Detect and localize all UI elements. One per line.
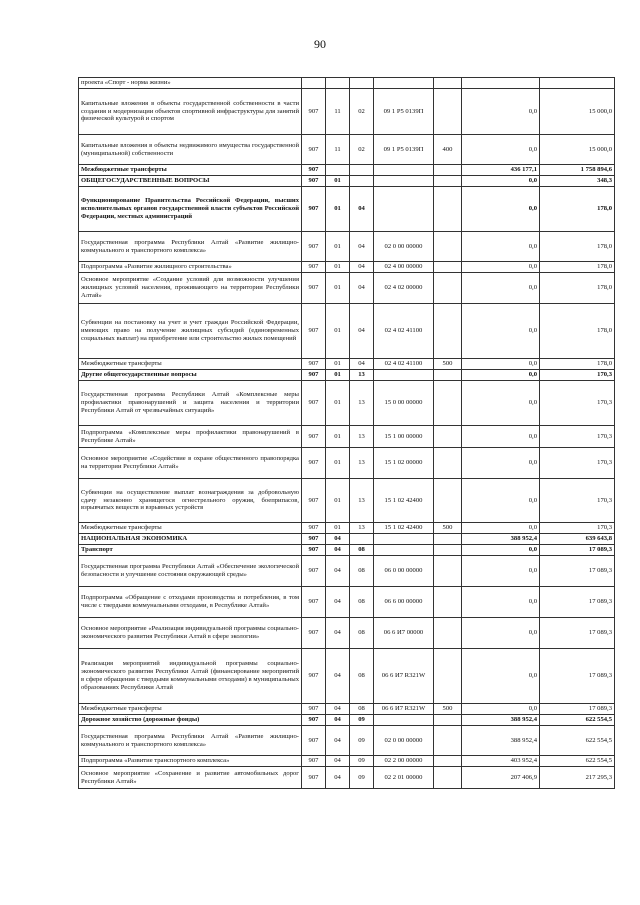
row-sum-1: 0,0 <box>462 381 540 426</box>
row-grbs: 907 <box>302 187 326 232</box>
row-section: 01 <box>326 187 350 232</box>
row-sum-1: 0,0 <box>462 523 540 534</box>
row-section: 04 <box>326 756 350 767</box>
row-section: 01 <box>326 426 350 448</box>
row-grbs: 907 <box>302 479 326 523</box>
row-grbs: 907 <box>302 381 326 426</box>
row-subsection: 13 <box>350 370 374 381</box>
row-sum-2: 178,0 <box>540 304 615 359</box>
row-subsection <box>350 78 374 89</box>
row-subsection: 04 <box>350 187 374 232</box>
row-sum-2: 622 554,5 <box>540 756 615 767</box>
row-section <box>326 165 350 176</box>
row-sum-1: 0,0 <box>462 135 540 165</box>
row-subsection: 08 <box>350 587 374 618</box>
row-section: 01 <box>326 359 350 370</box>
row-sum-2: 15 000,0 <box>540 89 615 135</box>
table-row <box>79 523 615 534</box>
row-grbs: 907 <box>302 426 326 448</box>
row-sum-1: 0,0 <box>462 232 540 262</box>
row-sum-1: 0,0 <box>462 273 540 304</box>
row-target-article: 15 1 00 00000 <box>374 426 434 448</box>
row-sum-1: 0,0 <box>462 304 540 359</box>
row-target-article: 15 1 02 00000 <box>374 448 434 479</box>
row-target-article: 02 4 00 00000 <box>374 262 434 273</box>
row-section: 04 <box>326 767 350 789</box>
row-target-article: 02 0 00 00000 <box>374 232 434 262</box>
row-sum-1: 0,0 <box>462 448 540 479</box>
row-grbs: 907 <box>302 587 326 618</box>
table-row <box>79 304 615 359</box>
table-row <box>79 135 615 165</box>
table-row <box>79 534 615 545</box>
row-sum-2: 217 295,3 <box>540 767 615 789</box>
row-expense-type <box>434 479 462 523</box>
row-subsection: 09 <box>350 767 374 789</box>
table-row <box>79 262 615 273</box>
row-grbs <box>302 78 326 89</box>
row-target-article <box>374 78 434 89</box>
row-sum-2: 639 643,8 <box>540 534 615 545</box>
row-section: 04 <box>326 534 350 545</box>
row-expense-type <box>434 618 462 649</box>
table-row <box>79 618 615 649</box>
row-name: Капитальные вложения в объекты недвижимого имущества государственной (муниципальной) собственности <box>79 135 302 165</box>
table-row <box>79 176 615 187</box>
row-expense-type <box>434 370 462 381</box>
row-section: 01 <box>326 232 350 262</box>
row-target-article <box>374 534 434 545</box>
row-subsection: 02 <box>350 89 374 135</box>
row-expense-type <box>434 756 462 767</box>
row-expense-type <box>434 165 462 176</box>
row-target-article: 02 0 00 00000 <box>374 726 434 756</box>
row-name: Государственная программа Республики Алтай «Развитие жилищно-коммунального и транспортного комплекса» <box>79 232 302 262</box>
row-sum-2: 178,0 <box>540 359 615 370</box>
row-sum-1: 0,0 <box>462 649 540 704</box>
row-target-article: 02 4 02 00000 <box>374 273 434 304</box>
row-target-article: 06 6 И7 R321W <box>374 704 434 715</box>
row-subsection <box>350 165 374 176</box>
row-expense-type: 500 <box>434 359 462 370</box>
row-expense-type <box>434 262 462 273</box>
row-name: Дорожное хозяйство (дорожные фонды) <box>79 715 302 726</box>
row-name: Подпрограмма «Комплексные меры профилактики правонарушений в Республике Алтай» <box>79 426 302 448</box>
row-grbs: 907 <box>302 359 326 370</box>
row-subsection: 13 <box>350 523 374 534</box>
row-name: Межбюджетные трансферты <box>79 165 302 176</box>
row-sum-2: 170,3 <box>540 426 615 448</box>
table-row <box>79 756 615 767</box>
row-expense-type <box>434 556 462 587</box>
row-sum-2: 170,3 <box>540 523 615 534</box>
row-section: 01 <box>326 523 350 534</box>
row-name: Другие общегосударственные вопросы <box>79 370 302 381</box>
row-name: Транспорт <box>79 545 302 556</box>
row-section: 04 <box>326 545 350 556</box>
row-section: 01 <box>326 304 350 359</box>
row-expense-type <box>434 534 462 545</box>
row-name: Основное мероприятие «Сохранение и развитие автомобильных дорог Республики Алтай» <box>79 767 302 789</box>
row-sum-2: 1 758 894,6 <box>540 165 615 176</box>
table-row <box>79 448 615 479</box>
row-sum-2: 348,3 <box>540 176 615 187</box>
row-grbs: 907 <box>302 556 326 587</box>
row-subsection: 04 <box>350 232 374 262</box>
row-expense-type <box>434 89 462 135</box>
row-grbs: 907 <box>302 176 326 187</box>
row-target-article <box>374 165 434 176</box>
row-expense-type <box>434 448 462 479</box>
row-grbs: 907 <box>302 726 326 756</box>
row-grbs: 907 <box>302 649 326 704</box>
row-target-article: 02 2 00 00000 <box>374 756 434 767</box>
row-section: 11 <box>326 89 350 135</box>
table-row <box>79 556 615 587</box>
row-subsection: 04 <box>350 273 374 304</box>
row-section: 04 <box>326 715 350 726</box>
row-sum-1: 403 952,4 <box>462 756 540 767</box>
row-subsection: 04 <box>350 304 374 359</box>
table-row <box>79 359 615 370</box>
table-row <box>79 426 615 448</box>
row-name: Подпрограмма «Обращение с отходами производства и потребления, в том числе с твердыми коммунальными отходами, в Республике Алтай» <box>79 587 302 618</box>
row-section: 04 <box>326 726 350 756</box>
row-name: Реализация мероприятий индивидуальной программы социально-экономического развития Республики Алтай (финансирование мероприятий в сфере обращения с твердыми коммунальными отходами) в муниципальных образованиях Республики Алтай <box>79 649 302 704</box>
row-grbs: 907 <box>302 534 326 545</box>
row-section: 04 <box>326 649 350 704</box>
row-section: 01 <box>326 262 350 273</box>
row-sum-1: 0,0 <box>462 618 540 649</box>
table-row <box>79 545 615 556</box>
row-section: 04 <box>326 556 350 587</box>
row-name: Основное мероприятие «Создание условий для возможности улучшения жилищных условий населения, проживающего на территории Республики Алтай» <box>79 273 302 304</box>
row-subsection: 09 <box>350 715 374 726</box>
row-grbs: 907 <box>302 756 326 767</box>
row-target-article <box>374 176 434 187</box>
row-sum-1: 388 952,4 <box>462 534 540 545</box>
row-section: 01 <box>326 176 350 187</box>
row-expense-type <box>434 726 462 756</box>
table-row <box>79 479 615 523</box>
row-grbs: 907 <box>302 273 326 304</box>
row-subsection: 04 <box>350 359 374 370</box>
row-target-article: 02 2 01 00000 <box>374 767 434 789</box>
row-sum-2: 178,0 <box>540 187 615 232</box>
row-sum-2: 170,3 <box>540 370 615 381</box>
row-expense-type: 500 <box>434 523 462 534</box>
row-expense-type <box>434 587 462 618</box>
row-subsection: 08 <box>350 545 374 556</box>
row-sum-2: 17 089,3 <box>540 618 615 649</box>
row-sum-2: 17 089,3 <box>540 545 615 556</box>
table-row <box>79 587 615 618</box>
row-name: Функционирование Правительства Российской Федерации, высших исполнительных органов государственной власти субъектов Российской Федерации, местных администраций <box>79 187 302 232</box>
row-sum-2 <box>540 78 615 89</box>
row-expense-type <box>434 381 462 426</box>
row-subsection: 13 <box>350 448 374 479</box>
row-grbs: 907 <box>302 767 326 789</box>
row-subsection: 08 <box>350 556 374 587</box>
row-sum-2: 170,3 <box>540 381 615 426</box>
row-subsection <box>350 176 374 187</box>
row-grbs: 907 <box>302 232 326 262</box>
row-section: 04 <box>326 587 350 618</box>
row-sum-2: 622 554,5 <box>540 715 615 726</box>
row-subsection: 13 <box>350 426 374 448</box>
row-expense-type <box>434 187 462 232</box>
row-expense-type <box>434 767 462 789</box>
row-subsection: 13 <box>350 381 374 426</box>
row-sum-1: 0,0 <box>462 176 540 187</box>
row-target-article: 09 1 P5 0139П <box>374 135 434 165</box>
row-target-article: 06 0 00 00000 <box>374 556 434 587</box>
table-row <box>79 704 615 715</box>
row-expense-type: 500 <box>434 704 462 715</box>
row-sum-2: 622 554,5 <box>540 726 615 756</box>
row-target-article: 15 1 02 42400 <box>374 479 434 523</box>
row-sum-2: 170,3 <box>540 479 615 523</box>
row-sum-1: 436 177,1 <box>462 165 540 176</box>
row-grbs: 907 <box>302 715 326 726</box>
row-sum-2: 178,0 <box>540 262 615 273</box>
row-sum-1: 0,0 <box>462 89 540 135</box>
row-expense-type: 400 <box>434 135 462 165</box>
row-expense-type <box>434 232 462 262</box>
row-sum-1: 207 406,9 <box>462 767 540 789</box>
table-row <box>79 232 615 262</box>
row-sum-1: 0,0 <box>462 587 540 618</box>
table-row <box>79 381 615 426</box>
row-name: Подпрограмма «Развитие жилищного строительства» <box>79 262 302 273</box>
row-name: Основное мероприятие «Реализация индивидуальной программы социально-экономического развития Республики Алтай в сфере экологии» <box>79 618 302 649</box>
table-row <box>79 715 615 726</box>
row-name: Государственная программа Республики Алтай «Развитие жилищно-коммунального и транспортного комплекса» <box>79 726 302 756</box>
row-sum-2: 17 089,3 <box>540 556 615 587</box>
row-grbs: 907 <box>302 370 326 381</box>
row-section: 01 <box>326 370 350 381</box>
row-expense-type <box>434 426 462 448</box>
row-name: Межбюджетные трансферты <box>79 359 302 370</box>
row-subsection: 04 <box>350 262 374 273</box>
table-row <box>79 726 615 756</box>
row-target-article: 06 6 И7 R321W <box>374 649 434 704</box>
row-sum-1: 0,0 <box>462 187 540 232</box>
table-row <box>79 78 615 89</box>
row-name: Подпрограмма «Развитие транспортного комплекса» <box>79 756 302 767</box>
row-subsection: 09 <box>350 756 374 767</box>
row-target-article: 09 1 P5 0139П <box>374 89 434 135</box>
row-grbs: 907 <box>302 135 326 165</box>
row-subsection: 08 <box>350 704 374 715</box>
row-subsection <box>350 534 374 545</box>
row-name: Субвенции на осуществление выплат вознаграждения за добровольную сдачу незаконно хранящегося огнестрельного оружия, боеприпасов, взрывчатых веществ и взрывных устройств <box>79 479 302 523</box>
row-sum-1: 388 952,4 <box>462 715 540 726</box>
row-sum-1 <box>462 78 540 89</box>
table-row <box>79 370 615 381</box>
row-name: Межбюджетные трансферты <box>79 523 302 534</box>
row-expense-type <box>434 715 462 726</box>
row-grbs: 907 <box>302 704 326 715</box>
row-section: 01 <box>326 479 350 523</box>
row-name: Межбюджетные трансферты <box>79 704 302 715</box>
row-grbs: 907 <box>302 165 326 176</box>
row-name: ОБЩЕГОСУДАРСТВЕННЫЕ ВОПРОСЫ <box>79 176 302 187</box>
row-subsection: 02 <box>350 135 374 165</box>
row-target-article: 06 6 00 00000 <box>374 587 434 618</box>
row-grbs: 907 <box>302 304 326 359</box>
row-sum-2: 17 089,3 <box>540 649 615 704</box>
row-target-article: 02 4 02 41100 <box>374 359 434 370</box>
row-section <box>326 78 350 89</box>
row-section: 01 <box>326 273 350 304</box>
row-sum-1: 0,0 <box>462 545 540 556</box>
row-target-article <box>374 715 434 726</box>
row-section: 01 <box>326 448 350 479</box>
table-row <box>79 187 615 232</box>
row-grbs: 907 <box>302 618 326 649</box>
row-grbs: 907 <box>302 89 326 135</box>
row-section: 11 <box>326 135 350 165</box>
row-sum-1: 0,0 <box>462 370 540 381</box>
row-sum-2: 15 000,0 <box>540 135 615 165</box>
row-expense-type <box>434 649 462 704</box>
row-grbs: 907 <box>302 448 326 479</box>
row-name: Капитальные вложения в объекты государственной собственности в части создания и модернизации объектов спортивной инфраструктуры для занятий физической культурой и спортом <box>79 89 302 135</box>
row-section: 04 <box>326 618 350 649</box>
row-target-article: 06 6 И7 00000 <box>374 618 434 649</box>
row-subsection: 13 <box>350 479 374 523</box>
row-section: 04 <box>326 704 350 715</box>
row-sum-1: 0,0 <box>462 556 540 587</box>
row-name: НАЦИОНАЛЬНАЯ ЭКОНОМИКА <box>79 534 302 545</box>
row-section: 01 <box>326 381 350 426</box>
row-target-article <box>374 187 434 232</box>
row-target-article: 02 4 02 41100 <box>374 304 434 359</box>
row-expense-type <box>434 176 462 187</box>
row-sum-2: 178,0 <box>540 232 615 262</box>
row-sum-2: 170,3 <box>540 448 615 479</box>
row-target-article: 15 0 00 00000 <box>374 381 434 426</box>
row-sum-1: 0,0 <box>462 359 540 370</box>
page-number: 90 <box>314 37 326 51</box>
row-expense-type <box>434 78 462 89</box>
row-grbs: 907 <box>302 262 326 273</box>
row-sum-1: 0,0 <box>462 426 540 448</box>
table-row <box>79 89 615 135</box>
budget-table-body <box>79 78 615 789</box>
row-name: проекта «Спорт - норма жизни» <box>79 78 302 89</box>
row-subsection: 09 <box>350 726 374 756</box>
row-sum-1: 0,0 <box>462 262 540 273</box>
budget-table <box>78 77 615 789</box>
row-expense-type <box>434 545 462 556</box>
row-target-article: 15 1 02 42400 <box>374 523 434 534</box>
table-row <box>79 649 615 704</box>
row-expense-type <box>434 304 462 359</box>
row-sum-1: 0,0 <box>462 479 540 523</box>
row-sum-2: 178,0 <box>540 273 615 304</box>
row-sum-1: 388 952,4 <box>462 726 540 756</box>
row-grbs: 907 <box>302 545 326 556</box>
row-sum-1: 0,0 <box>462 704 540 715</box>
row-target-article <box>374 545 434 556</box>
row-name: Субвенции на постановку на учет и учет граждан Российской Федерации, имеющих право на получение жилищных субсидий (единовременных социальных выплат) на приобретение или строительство жилых помещений <box>79 304 302 359</box>
row-name: Государственная программа Республики Алтай «Комплексные меры профилактики правонарушений и защита населения и территории Республики Алтай от чрезвычайных ситуаций» <box>79 381 302 426</box>
table-row <box>79 273 615 304</box>
row-target-article <box>374 370 434 381</box>
row-grbs: 907 <box>302 523 326 534</box>
row-subsection: 08 <box>350 618 374 649</box>
row-expense-type <box>434 273 462 304</box>
table-row <box>79 165 615 176</box>
row-subsection: 08 <box>350 649 374 704</box>
table-row <box>79 767 615 789</box>
row-name: Государственная программа Республики Алтай «Обеспечение экологической безопасности и улучшение состояния окружающей среды» <box>79 556 302 587</box>
row-name: Основное мероприятие «Содействие в охране общественного правопорядка на территории Республики Алтай» <box>79 448 302 479</box>
row-sum-2: 17 089,3 <box>540 704 615 715</box>
row-sum-2: 17 089,3 <box>540 587 615 618</box>
